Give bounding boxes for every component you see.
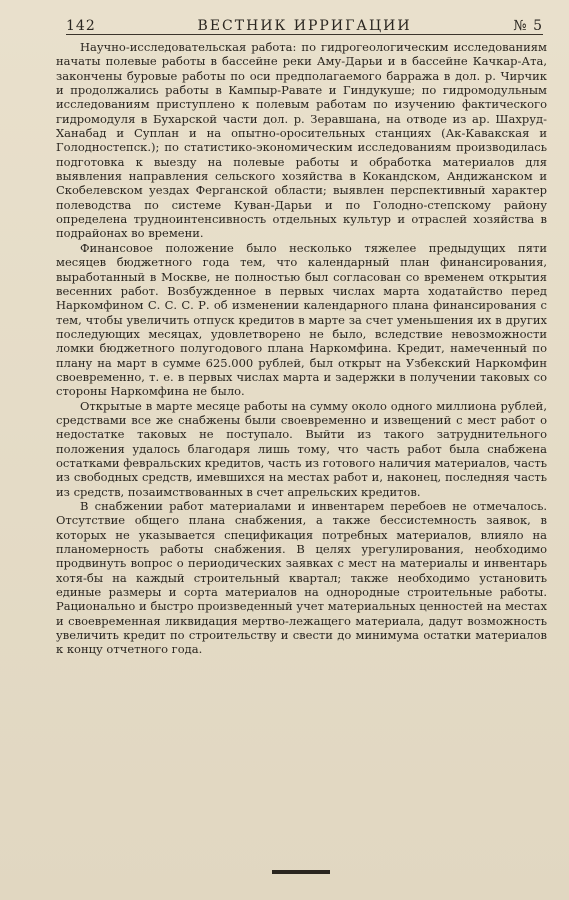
issue-number: № 5 — [513, 18, 543, 34]
end-divider — [272, 870, 330, 874]
page-number: 142 — [66, 18, 96, 34]
paragraph-finance: Финансовое положение было несколько тяжелее предыдущих пяти месяцев бюджетного года тем, что календарный план финансирования, выработанный в Москве, не полностью был согласован со временем открытия весенних работ. Возбужденное в первых числах марта ходатайство перед Наркомфином С. С. С. Р. об изменении календарного плана финансирования с тем, чтобы увеличить отпуск кредитов в марте за счет уменьшения их в других последующих месяцах, удовлетворено не было, вследствие невозможности ломки бюджетного полугодового плана Наркомфина. Кредит, намеченный по плану на март в сумме 625.000 рублей, был открыт на Узбекский Наркомфин своевременно, т. е. в первых числах марта и задержки в получении таковых со стороны Наркомфина не было. — [56, 240, 547, 399]
article-body — [56, 40, 547, 657]
paragraph-research: Научно-исследовательская работа: по гидрогеологическим исследованиям начаты полевые работы в бассейне реки Аму-Дарьи и в бассейне Качкар-Ата, закончены буровые работы по оси предполагаемого барража в дол. р. Чирчик и продолжались работы в Кампыр-Равате и Гиндукуше; по гидромодульным исследованиям приступлено к полевым работам по изучению фактического гидромодуля в Бухарской части дол. р. Зеравшана, на отводе из ар. Шахруд-Ханабад и Суплан и на опытно-оросительных станциях (Ак-Кавакская и Голодностепск.); по статистико-экономическим исследованиям производилась подготовка к выезду на полевые работы и обработка материалов для выявления направления сельского хозяйства в Кокандском, Андижанском и Скобелевском уездах Ферганской области; выявлен перспективный характер полеводства по системе Куван-Дарьи и по Голодно-степскому району определена трудноинтенсивность отдельных культур и отраслей хозяйства в подрайонах во времени. — [56, 40, 547, 241]
page-header — [66, 12, 543, 35]
paragraph-works-funding: Открытые в марте месяце работы на сумму около одного миллиона рублей, средствами все же снабжены были своевременно и извещений с мест работ о недостатке таковых не поступало. Выйти из такого затруднительного положения удалось благодаря лишь тому, что часть работ была снабжена остатками февральских кредитов, часть из готового наличия материалов, часть из свободных средств, имевшихся на местах работ и, наконец, последняя часть из средств, позаимствованных в счет апрельских кредитов. — [56, 398, 547, 499]
paragraph-supply: В снабжении работ материалами и инвентарем перебоев не отмечалось. Отсутствие общего плана снабжения, а также бессистемность заявок, в которых не указывается спецификация потребных материалов, влияло на планомерность работы снабжения. В целях урегулирования, необходимо продвинуть вопрос о периодических заявках с мест на материалы и инвентарь хотя-бы на каждый строительный квартал; также необходимо установить единые размеры и сорта материалов на однородные строительные работы. Рационально и быстро произведенный учет материальных ценностей на местах и своевременная ликвидация мертво-лежащего материала, дадут возможность увеличить кредит по строительству и свести до минимума остатки материалов к концу отчетного года. — [56, 499, 547, 657]
journal-title: ВЕСТНИК ИРРИГАЦИИ — [197, 18, 412, 34]
